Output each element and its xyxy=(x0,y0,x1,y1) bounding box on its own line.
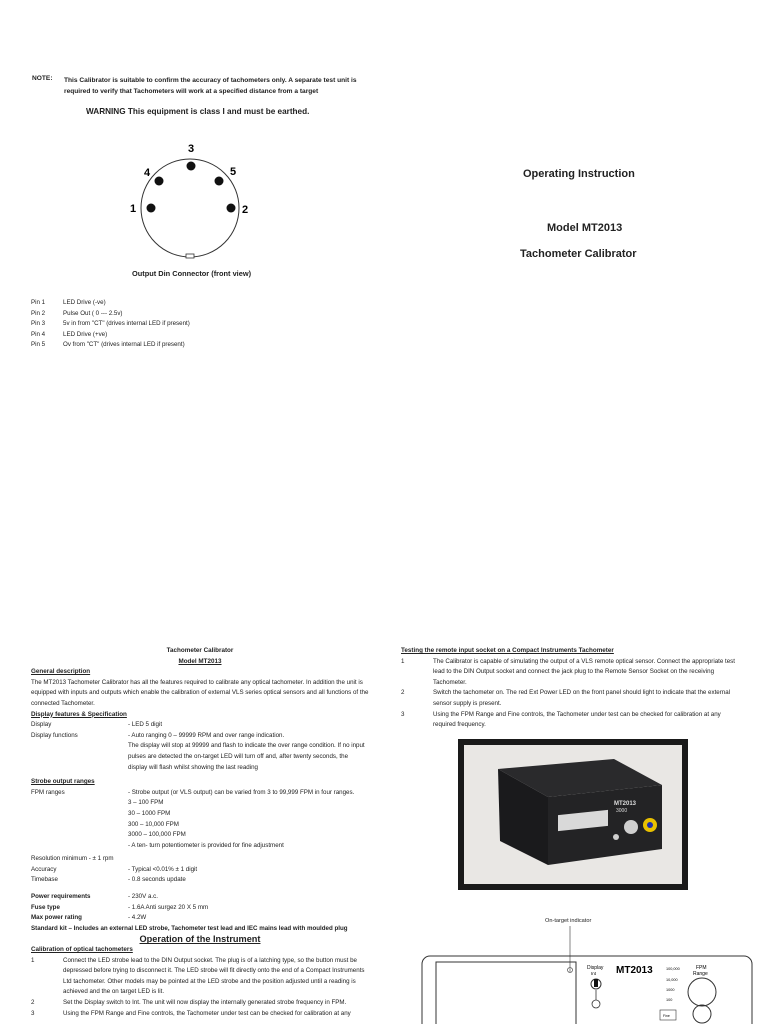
panel-range-label: Range xyxy=(693,971,708,977)
spec-row: Timebase - 0.8 seconds update xyxy=(31,876,186,884)
din-pin-2 xyxy=(227,204,236,213)
din-caption: Output Din Connector (front view) xyxy=(132,269,252,278)
note-text: This Calibrator is suitable to confirm the accuracy of tachometers only. A separate test unit is required to verify that Tachometers will work at a specified distance from a target xyxy=(64,77,357,95)
panel-display-sub: Int xyxy=(591,971,597,976)
din-outline xyxy=(141,159,239,257)
cover-product: Tachometer Calibrator xyxy=(520,248,637,260)
spec-row: FPM ranges - Strobe output (or VLS output) can be varied from 3 to 99,999 FPM in four ranges. xyxy=(31,788,355,796)
spec-row: Fuse type - 1.6A Anti surgez 20 X 5 mm xyxy=(31,903,209,911)
remote-step: 1 The Calibrator is capable of simulating the output of a VLS remote optical sensor. Connect the appropriate test lead to the DIN Output socket and connect the jack plug to the Remote Sensor Socket on the receiving Tachometer. xyxy=(401,657,735,686)
din-connector-diagram xyxy=(120,138,260,266)
din-label-3: 3 xyxy=(188,143,195,155)
general-text: The MT2013 Tachometer Calibrator has all the features required to calibrate any optical tachometer. In addition the unit is equipped with inputs and outputs which enable the calibration of external VLS series optical sensors and all functions of the connected Tachometer. xyxy=(31,678,369,707)
remote-step: 3 Using the FPM Range and Fine controls, the Tachometer under test can be checked for calibration at any required frequency. xyxy=(401,710,721,729)
photo-fine-knob-center xyxy=(647,822,653,828)
din-label-4: 4 xyxy=(144,167,151,179)
cal-step: 1 Connect the LED strobe lead to the DIN Output socket. The plug is of a latching type, so the button must be depressed before trying to disconnect it. The LED strobe will fit directly onto the end of a Compact Instruments Ltd tachometer. Other models may be pointed at the LED strobe and the position adjusted until a reading is achieved and the on target LED is lit. xyxy=(31,956,365,996)
note-label: NOTE: xyxy=(32,75,53,82)
left-title: Tachometer Calibrator xyxy=(166,647,234,654)
spec-row: Max power rating - 4.2W xyxy=(31,914,147,922)
operation-heading: Operation of the Instrument xyxy=(139,934,261,945)
din-label-1: 1 xyxy=(130,203,137,215)
spec-row: 3000 – 100,000 FPM xyxy=(128,831,186,839)
fine-label: Fine xyxy=(663,1014,670,1018)
spec-row: The display will stop at 99999 and flash to indicate the over range condition. If no input pulses are detected the on-target LED will turn off and, after twenty seconds, the display will flash whilst showing the last reading xyxy=(128,742,365,771)
resolution-row: Resolution minimum - ± 1 rpm xyxy=(31,855,114,863)
din-pin-3 xyxy=(187,162,196,171)
din-label-2: 2 xyxy=(242,204,249,216)
spec-row: Display - LED 5 digit xyxy=(31,721,163,729)
range-value: 10,000 xyxy=(666,978,678,982)
range-knob xyxy=(688,978,716,1006)
cover-title: Operating Instruction xyxy=(523,168,635,180)
front-panel-diagram xyxy=(420,922,755,1024)
panel-model: MT2013 xyxy=(616,965,653,976)
panel-fpm-label: FPM xyxy=(696,965,707,971)
range-value: 100 xyxy=(666,998,673,1002)
product-photo xyxy=(458,739,688,890)
photo-switch xyxy=(613,834,619,840)
photo-brand: MT2013 xyxy=(614,801,637,807)
standard-kit: Standard kit – Includes an external LED strobe, Tachometer test lead and IEC mains lead with moulded plug xyxy=(31,924,348,932)
calibration-heading: Calibration of optical tachometers xyxy=(31,946,133,954)
din-label-5: 5 xyxy=(230,166,237,178)
general-heading: General description xyxy=(31,668,91,676)
photo-sub: 3000 xyxy=(616,808,628,814)
pin-list xyxy=(31,298,283,351)
panel-display-label: Display xyxy=(587,965,604,971)
pin-row: Pin 1 LED Drive (-ve) xyxy=(31,299,106,306)
spec-row: Power requirements - 230V a.c. xyxy=(31,893,158,901)
spec-row: 30 – 1000 FPM xyxy=(128,809,171,817)
pin-row: Pin 4 LED Drive (+ve) xyxy=(31,330,108,338)
strobe-heading: Strobe output ranges xyxy=(31,778,95,786)
pin-row: Pin 2 Pulse Out ( 0 --- 2.5v) xyxy=(31,309,123,317)
din-pin-1 xyxy=(147,204,156,213)
right-column xyxy=(401,646,739,731)
range-value: 100,000 xyxy=(666,967,680,971)
spec-row: Accuracy - Typical <0.01% ± 1 digit xyxy=(31,865,198,873)
remote-step: 2 Switch the tachometer on. The red Ext Power LED on the front panel should light to indicate that the external sensor supply is present. xyxy=(401,689,731,707)
output-socket xyxy=(592,1000,600,1008)
cal-step: 3 Using the FPM Range and Fine controls, the Tachometer under test can be checked for calibration at any xyxy=(31,1009,351,1017)
photo-socket xyxy=(624,820,638,834)
din-key xyxy=(186,254,194,258)
pin-row: Pin 5 Ov from "CT" (drives internal LED if present) xyxy=(31,341,185,349)
din-pin-5 xyxy=(215,177,224,186)
cover-model: Model MT2013 xyxy=(547,222,623,234)
din-pin-4 xyxy=(155,177,164,186)
spec-row: Display functions - Auto ranging 0 – 99999 RPM and over range indication. xyxy=(31,731,285,739)
spec-row: 3 – 100 FPM xyxy=(128,799,164,807)
spec-row: 300 – 10,000 FPM xyxy=(128,820,179,828)
calibrator-photo-illustration xyxy=(464,745,682,884)
on-target-label: On-target indicator xyxy=(545,918,592,924)
cal-step: 2 Set the Display switch to Int. The unit will now display the internally generated strobe frequency in FPM. xyxy=(31,999,347,1006)
panel-display xyxy=(436,962,576,1024)
range-value: 1000 xyxy=(666,988,675,992)
spec-row: - A ten- turn potentiometer is provided for fine adjustment xyxy=(128,841,284,849)
display-heading: Display features & Specification xyxy=(31,710,127,718)
warning-text: WARNING This equipment is class I and must be earthed. xyxy=(86,107,310,116)
remote-heading: Testing the remote input socket on a Compact Instruments Tachometer xyxy=(401,647,614,654)
left-model: Model MT2013 xyxy=(178,657,222,665)
pin-row: Pin 3 5v in from "CT" (drives internal LED if present) xyxy=(31,320,190,328)
fine-knob xyxy=(693,1005,711,1023)
left-column xyxy=(31,646,369,1019)
